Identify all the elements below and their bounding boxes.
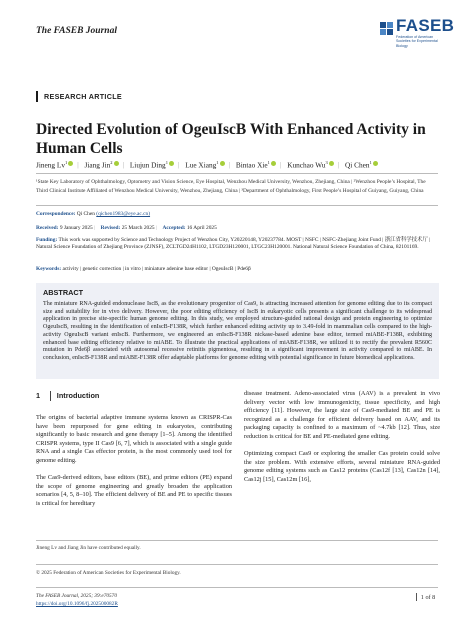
paragraph: The Cas9-derived editors, base editors (BE), and prime editors (PE) expand the scope of genome engineering and greatly broaden the application scenarios [4, 5, 8–10]. The efficient delivery of BE and PE to specific tissues is critical for hereditary [36, 474, 232, 507]
orcid-icon[interactable] [220, 161, 225, 166]
section-heading [36, 390, 232, 402]
divider [36, 173, 438, 174]
article-type-label: RESEARCH ARTICLE [44, 91, 123, 101]
section-title: Introduction [56, 390, 100, 400]
revised-label: Revised: [100, 225, 121, 231]
abstract-box [36, 283, 439, 379]
divider [36, 205, 438, 206]
author[interactable]: Jineng Lv$^1$ [36, 158, 73, 170]
author-list [36, 158, 446, 170]
funding [36, 237, 438, 251]
page-number [416, 593, 435, 601]
paragraph: disease treatment. Adeno-associated virus (AAV) is a prevalent in vivo delivery vector with low immunogenicity, tissue specificity, and high efficiency [11]. However, the large size of Cas9-mediated BE and PE is recognized as a challenge for efficient delivery based on AAV, and its packaging capacity is confined to a maximum of ~4.7kb [12]. Thus, size reduction is critical for BE and PE-mediated gene editing. [244, 390, 440, 440]
keywords-text: activity | genetic correction | in vitro | miniature adenine base editor | OgeuIscB | Pde6β [62, 266, 251, 272]
correspondence [36, 210, 438, 218]
accepted-date: 16 April 2025 [186, 225, 217, 231]
author[interactable]: Bintao Xie$^1$ [236, 158, 276, 170]
article-dates [36, 224, 438, 232]
date-separator: | [155, 225, 158, 231]
orcid-icon[interactable] [373, 161, 378, 166]
faseb-emblem-icon [380, 22, 394, 36]
article-type-bar [36, 91, 38, 102]
left-column [36, 390, 232, 517]
divider [36, 540, 438, 541]
correspondence-email-link[interactable]: (qichen1983@eye.ac.cn) [96, 211, 151, 217]
date-separator: | [94, 225, 96, 231]
author-separator: | [337, 160, 340, 170]
abstract-heading: ABSTRACT [43, 288, 84, 297]
orcid-icon[interactable] [169, 161, 174, 166]
paragraph: Optimizing compact Cas9 or exploring the smaller Cas protein could solve the size problem. With extensive efforts, several miniature RNA-guided genome editing systems such as Cas12 proteins (Cas12f [13], Cas12n [14], Cas12j [15], Cas12m [16], [244, 450, 440, 483]
page-number-text: 1 of 8 [420, 593, 436, 601]
abstract-text: The miniature RNA-guided endonuclease IscB, as the evolutionary progenitor of Cas9, is attracting increased attention for genome editing due to its compact size and suitability for in vivo delivery. However, the poor editing efficiency of IscB in eukaryotic cells presents a significant challenge to its widespread application in precise site-specific human genome editing. In this study, we employed structure-guided rational design and protein engineering to optimize OgeuIscB, resulting in the identification of enIscB-F138R, which further enhanced editing activity up to 3.49-fold in mammalian cells compared to the high-activity OgeuIscB variant enIscB. Furthermore, we engineered an enIscB-F138R nickase-based adenine base editor, termed miABE-F138R, exhibiting enhanced base editing efficiency relative to miABE. To illustrate the practical applications of miABE-F138R, we utilized it to rectify the prevalent R560C mutation in Pde6β associated with autosomal recessive retinitis pigmentosa, resulting in a significant improvement in activity compared to miABE. In conclusion, enIscB-F138R and miABE-F138R offer adaptable platforms for genome editing with potential significance in future biomedical applications. [43, 301, 432, 361]
article-type [36, 90, 122, 102]
author-separator: | [177, 160, 180, 170]
author[interactable]: Jiang Jin$^2$ [85, 158, 119, 170]
right-column [244, 390, 440, 493]
author[interactable]: Qi Chen$^1$ [345, 158, 378, 170]
author[interactable]: Kunchao Wu$^3$ [287, 158, 334, 170]
author-separator: | [122, 160, 124, 170]
section-number: 1 [36, 390, 41, 400]
article-title: Directed Evolution of OgeuIscB With Enhanced Activity in Human Cells [36, 121, 426, 157]
correspondence-name: Qi Chen [76, 211, 95, 217]
author-separator: | [77, 160, 79, 170]
author[interactable]: Lue Xiang$^1$ [185, 158, 224, 170]
revised-date: 25 March 2025 [121, 225, 155, 231]
paragraph: The origins of bacterial adaptive immune systems known as CRISPR-Cas have been repurposed for gene editing in eukaryotes, contributing significantly to basic research and gene therapy [1–5]. Among the identified CRISPR systems, type II Cas9 [6, 7], which is associated with a single guide RNA and a single Cas effector protein, is the most commonly used tool for genome editing. [36, 414, 232, 464]
funding-text: This work was supported by Science and Technology Project of Wenzhou City, Y20220148, Y20237784. MOST | NSFC | NSFC-Zhejiang Joint Fund | 浙江省科学技术厅 | Natural Science Foundation of Zhejiang Province (ZJNSF), ZCLTGD24H1102, LTGD23H120001, LTGC23H120001. National Natural Science Foundation of China, 82101169. [36, 237, 431, 250]
section-bar [50, 391, 51, 401]
copyright: © 2025 Federation of American Societies for Experimental Biology. [36, 570, 181, 576]
faseb-logo[interactable] [380, 12, 455, 52]
journal-title: The FASEB Journal [36, 26, 117, 36]
affiliations: ¹State Key Laboratory of Ophthalmology, Optometry and Vision Science, Eye Hospital, Wenzhou Medical University, Wenzhou, Zhejiang, China | ²Wenzhou People’s Hospital, The Third Clinical Institute Affiliated of Wenzhou Medical University, Wenzhou, Zhejiang, China | ³Department of Ophthalmology, First People’s Hospital of Guiyang, Guiyang, China [36, 179, 426, 194]
accepted-label: Accepted: [162, 225, 186, 231]
orcid-icon[interactable] [329, 161, 334, 166]
author[interactable]: Liujun Ding$^1$ [130, 158, 174, 170]
orcid-icon[interactable] [271, 161, 276, 166]
doi-link[interactable]: https://doi.org/10.1096/fj.202500082R [36, 601, 118, 607]
orcid-icon[interactable] [114, 161, 119, 166]
author-separator: | [279, 160, 282, 170]
footer-divider [36, 587, 438, 588]
received-label: Received: [36, 225, 59, 231]
logo-name: FASEB [396, 16, 455, 35]
correspondence-label: Correspondence: [36, 211, 76, 217]
funding-label: Funding: [36, 237, 58, 243]
equal-contribution-note: Jineng Lv and Jiang Jin have contributed equally. [36, 545, 141, 551]
keywords-label: Keywords: [36, 266, 62, 272]
author-separator: | [228, 160, 230, 170]
page-bar [416, 593, 417, 601]
received-date: 9 January 2025 [59, 225, 93, 231]
logo-subtitle: Federation of American Societies for Experimental Biology [396, 35, 438, 48]
divider [36, 564, 438, 565]
footer-citation: The FASEB Journal, 2025; 39:e70570 [36, 593, 117, 599]
keywords [36, 265, 438, 273]
orcid-icon[interactable] [68, 161, 73, 166]
